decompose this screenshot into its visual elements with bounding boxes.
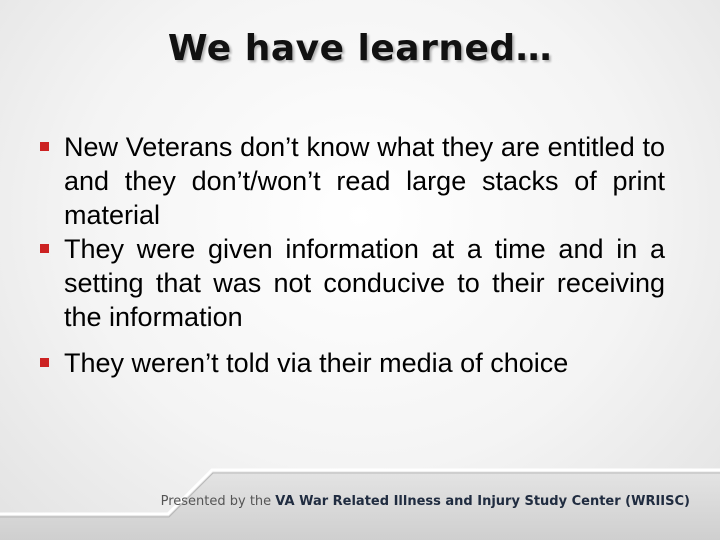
bullet-list xyxy=(40,130,665,380)
footer-credit xyxy=(161,494,690,509)
bullet-text: New Veterans don’t know what they are entitled to and they don’t/won’t read large stacks of print material xyxy=(64,132,665,230)
bullet-text: They were given information at a time and in a setting that was not conducive to their receiving the information xyxy=(64,234,665,332)
footer-prefix: Presented by the xyxy=(160,494,276,509)
square-bullet-icon xyxy=(40,142,49,151)
bullet-item xyxy=(40,130,665,232)
footer-organization: VA War Related Illness and Injury Study Center (WRIISC) xyxy=(275,494,690,509)
bullet-item xyxy=(40,232,665,334)
square-bullet-icon xyxy=(40,358,49,367)
slide-title: We have learned… xyxy=(167,28,553,69)
bullet-item xyxy=(40,346,665,380)
bullet-text: They weren’t told via their media of choice xyxy=(64,348,569,378)
square-bullet-icon xyxy=(40,244,49,253)
